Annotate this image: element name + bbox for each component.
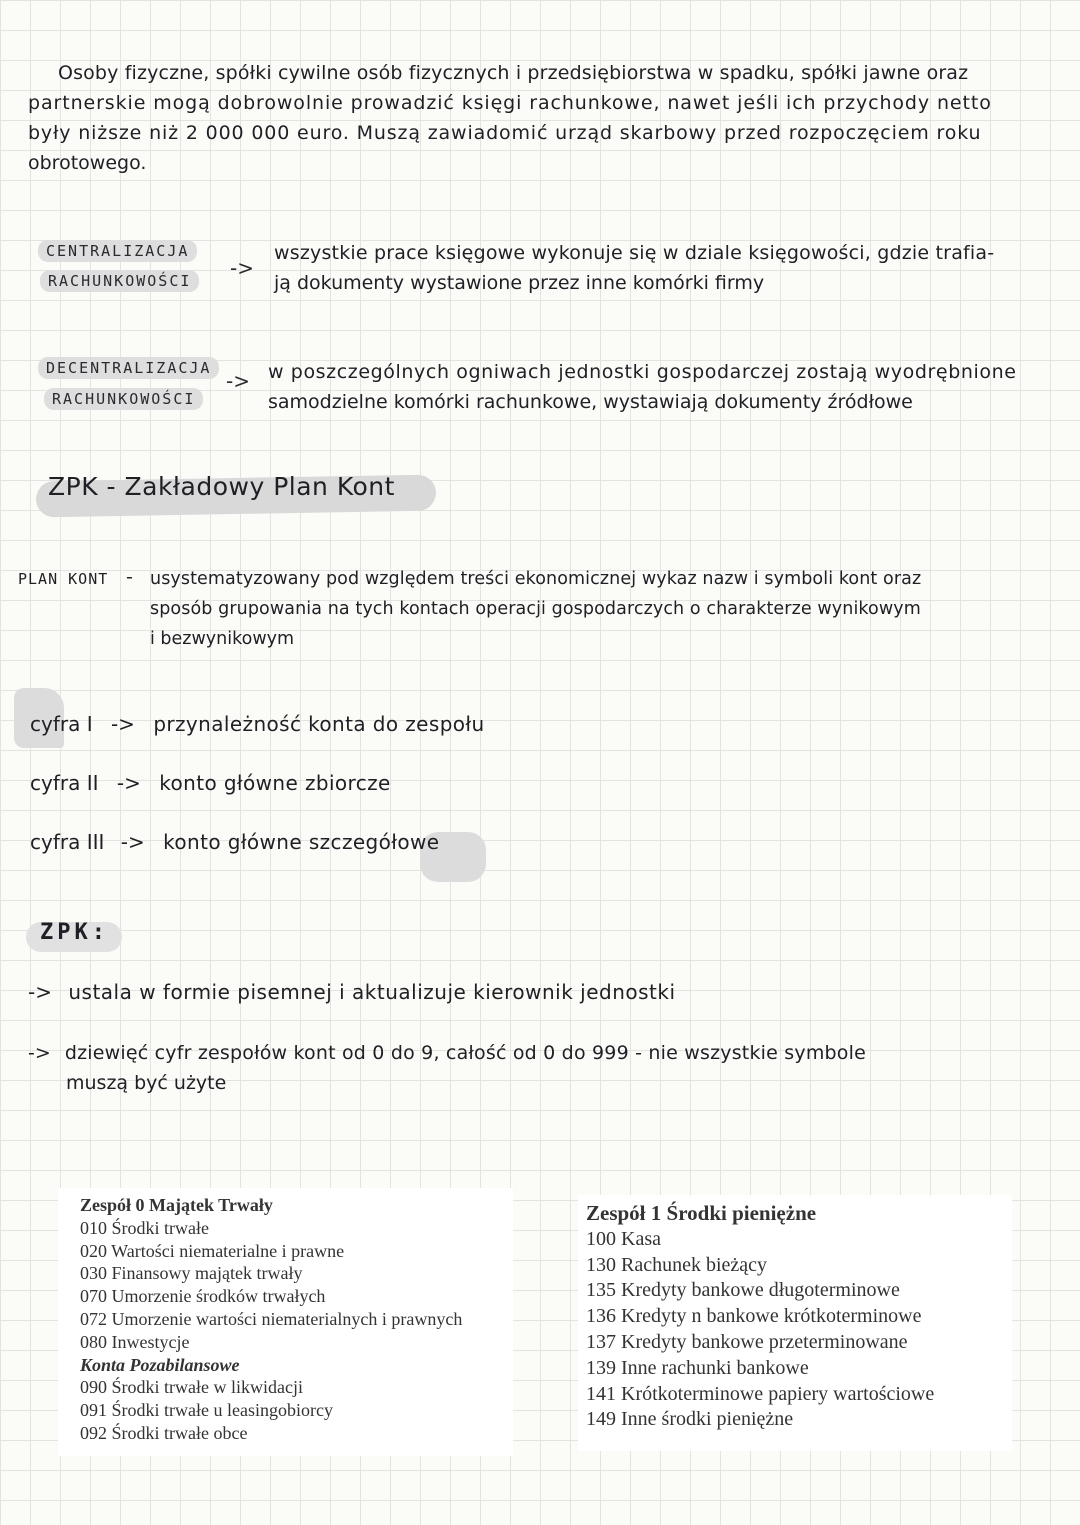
decentralizacja-arrow: ->: [226, 369, 250, 393]
cyfra-text-1: przynależność konta do zespołu: [153, 712, 485, 736]
zpk2-item-1-text: ustala w formie pisemnej i aktualizuje kierownik jednostki: [68, 980, 676, 1004]
zespol-1-row: 139 Inne rachunki bankowe: [586, 1356, 809, 1379]
zespol-1-row: 137 Kredyty bankowe przeterminowane: [586, 1330, 908, 1353]
zespol-1-title: Zespół 1 Środki pieniężne: [586, 1201, 817, 1225]
zpk2-item-2-line-2: muszą być użyte: [66, 1072, 227, 1094]
cyfra-text-2: konto główne zbiorcze: [159, 771, 391, 795]
cyfra-row-3: [30, 830, 439, 854]
zespol-0-subheading: Konta Pozabilansowe: [80, 1354, 240, 1375]
plan-kont-line-3: i bezwynikowym: [150, 629, 295, 649]
plan-kont-line-1: usystematyzowany pod względem treści ekonomicznej wykaz nazw i symboli kont oraz: [150, 569, 922, 589]
intro-line-1: Osoby fizyczne, spółki cywilne osób fizycznych i przedsiębiorstwa w spadku, spółki jawne oraz: [58, 62, 969, 84]
cyfra-text-3: konto główne szczegółowe: [163, 830, 440, 854]
zespol-1-row: 136 Kredyty n bankowe krótkoterminowe: [586, 1305, 922, 1328]
cyfra-label-2: cyfra II: [30, 771, 99, 795]
zpk2-bullet-2: ->: [28, 1042, 51, 1064]
zpk2-bullet-1: ->: [28, 980, 52, 1004]
zespol-0-row: 080 Inwestycje: [80, 1331, 190, 1352]
zespol-0-row: 030 Finansowy majątek trwały: [80, 1263, 303, 1284]
centralizacja-arrow: ->: [230, 256, 254, 280]
zpk2-item-2-line-1: dziewięć cyfr zespołów kont od 0 do 9, całość od 0 do 999 - nie wszystkie symbole: [64, 1042, 866, 1064]
zespol-1-table: [578, 1195, 1012, 1451]
zespol-0-row: 091 Środki trwałe u leasingobiorcy: [80, 1400, 333, 1421]
decentralizacja-text-line-2: samodzielne komórki rachunkowe, wystawiają dokumenty źródłowe: [268, 391, 913, 413]
zespol-0-title: Zespół 0 Majątek Trwały: [80, 1195, 273, 1215]
centralizacja-label-1: CENTRALIZACJA: [38, 240, 197, 262]
plan-kont-dash: -: [126, 566, 133, 588]
cyfra-label-3: cyfra III: [30, 830, 105, 854]
cyfra-label-1: cyfra I: [30, 712, 93, 736]
zespol-0-row: 092 Środki trwałe obce: [80, 1422, 248, 1443]
zpk-heading: ZPK - Zakładowy Plan Kont: [48, 472, 395, 501]
plan-kont-definition: [150, 564, 1070, 654]
cyfra-arrow-1: ->: [110, 712, 135, 736]
zpk2-item-2: [28, 1038, 1068, 1098]
zespol-0-row: 072 Umorzenie wartości niematerialnych i prawnych: [80, 1308, 463, 1329]
plan-kont-label: PLAN KONT: [18, 570, 109, 588]
zespol-0-row: 090 Środki trwałe w likwidacji: [80, 1377, 303, 1398]
zespol-1-row: 149 Inne środki pieniężne: [586, 1408, 794, 1431]
zespol-0-row: 010 Środki trwałe: [80, 1217, 209, 1238]
centralizacja-text-line-2: ją dokumenty wystawione przez inne komórki firmy: [274, 272, 765, 294]
centralizacja-label-2: RACHUNKOWOŚCI: [40, 270, 199, 292]
cyfra-row-2: [30, 771, 391, 795]
zespol-1-row: 141 Krótkoterminowe papiery wartościowe: [586, 1382, 935, 1405]
plan-kont-line-2: sposób grupowania na tych kontach operacji gospodarczych o charakterze wynikowym: [150, 599, 921, 619]
zespol-1-row: 100 Kasa: [586, 1227, 661, 1250]
intro-line-4: obrotowego.: [28, 152, 147, 174]
cyfra-arrow-3: ->: [120, 830, 145, 854]
decentralizacja-text: [268, 357, 1058, 417]
zpk2-heading: ZPK:: [40, 920, 109, 945]
decentralizacja-label-2: RACHUNKOWOŚCI: [44, 388, 203, 410]
decentralizacja-text-line-1: w poszczególnych ogniwach jednostki gospodarczej zostają wyodrębnione: [268, 361, 1017, 383]
zespol-0-table: [58, 1188, 513, 1456]
zpk2-item-1: [28, 980, 676, 1004]
centralizacja-text: [274, 238, 1064, 298]
cyfra-row-1: [30, 712, 485, 736]
intro-paragraph: [28, 58, 1068, 178]
cyfra-arrow-2: ->: [116, 771, 141, 795]
zespol-1-row: 130 Rachunek bieżący: [586, 1253, 768, 1276]
intro-line-2: partnerskie mogą dobrowolnie prowadzić księgi rachunkowe, nawet jeśli ich przychody netto: [28, 92, 992, 114]
centralizacja-text-line-1: wszystkie prace księgowe wykonuje się w dziale księgowości, gdzie trafia-: [274, 242, 995, 264]
zespol-1-row: 135 Kredyty bankowe długoterminowe: [586, 1279, 900, 1302]
decentralizacja-label-1: DECENTRALIZACJA: [38, 357, 219, 379]
zespol-0-row: 020 Wartości niematerialne i prawne: [80, 1240, 345, 1261]
intro-line-3: były niższe niż 2 000 000 euro. Muszą zawiadomić urząd skarbowy przed rozpoczęciem roku: [28, 122, 982, 144]
zespol-0-row: 070 Umorzenie środków trwałych: [80, 1286, 326, 1307]
